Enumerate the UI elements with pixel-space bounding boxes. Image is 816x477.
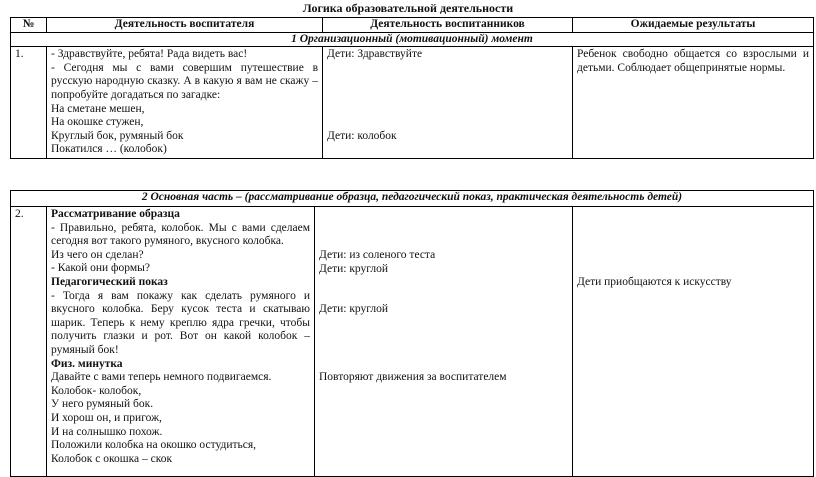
- riddle-line: На сметане мешен,: [51, 102, 145, 115]
- section-2-row: [11, 191, 814, 207]
- table-row: [11, 47, 814, 159]
- pupils-answer: Дети: круглой: [319, 303, 389, 316]
- teacher-line: - Здравствуйте, ребята! Рада видеть вас!: [51, 48, 248, 61]
- pupils-answer: Повторяют движения за воспитателем: [319, 370, 507, 383]
- phys-line: Давайте с вами теперь немного подвигаемся.: [51, 371, 272, 384]
- section-2-title: 2 Основная часть – (рассматривание образца, педагогический показ, практическая деятельность детей): [11, 191, 814, 207]
- teacher-activity-cell: [47, 207, 315, 477]
- activity-table-1: [10, 17, 814, 159]
- phys-heading: Физ. минутка: [51, 357, 123, 370]
- section-1-row: [11, 32, 814, 47]
- phys-line: Колобок- колобок,: [51, 384, 142, 397]
- table-header-row: [11, 18, 814, 33]
- sample-text: - Правильно, ребята, колобок. Мы с вами сделаем сегодня вот такого румяного, вкусного колобка.: [51, 221, 310, 248]
- show-text: - Тогда я вам покажу как сделать румяного и вкусного колобка. Беру кусок теста и скатываю шарик. Теперь к нему креплю ядра гречки, чтобы получить глазки и рот. Вот он какой колобок – румяный бок!: [51, 289, 310, 356]
- phys-line: Положили колобка на окошко остудиться,: [51, 439, 257, 452]
- header-number: №: [11, 18, 47, 33]
- activity-table-2: [10, 190, 814, 477]
- pupils-answer: Дети: Здравствуйте: [327, 48, 423, 61]
- phys-line: У него румяный бок.: [51, 398, 154, 411]
- expected-results-cell: Ребенок свободно общается со взрослыми и детьми. Соблюдает общепринятые нормы.: [573, 47, 814, 159]
- pupils-answer: Дети: колобок: [327, 129, 397, 142]
- pupils-answer: Дети: из соленого теста: [319, 249, 436, 261]
- sample-heading: Рассматривание образца: [51, 208, 180, 220]
- header-pupils: Деятельность воспитанников: [323, 18, 573, 33]
- question-line: Из чего он сделан?: [51, 248, 144, 261]
- row-number: 1.: [11, 47, 47, 159]
- pupils-answer: Дети: круглой: [319, 262, 389, 275]
- phys-line: И на солнышко похож.: [51, 425, 163, 438]
- pupils-activity-cell: [315, 207, 573, 477]
- expected-results-cell: [573, 207, 814, 477]
- phys-line: Колобок с окошка – скок: [51, 452, 173, 465]
- pupils-activity-cell: [323, 47, 573, 159]
- riddle-line: Покатился … (колобок): [51, 143, 167, 156]
- page-title: Логика образовательной деятельности: [302, 1, 514, 15]
- riddle-line: На окошке стужен,: [51, 116, 144, 129]
- header-teacher: Деятельность воспитателя: [47, 18, 323, 33]
- header-results: Ожидаемые результаты: [573, 18, 814, 33]
- expected-result: Дети приобщаются к искусству: [577, 276, 732, 288]
- teacher-activity-cell: [47, 47, 323, 159]
- riddle-line: Круглый бок, румяный бок: [51, 129, 184, 142]
- show-heading: Педагогический показ: [51, 275, 168, 288]
- section-1-title: 1 Организационный (мотивационный) момент: [11, 32, 814, 47]
- table-row: [11, 207, 814, 477]
- phys-line: И хорош он, и пригож,: [51, 411, 162, 424]
- question-line: - Какой они формы?: [51, 262, 150, 275]
- row-number: 2.: [11, 207, 47, 477]
- teacher-line: - Сегодня мы с вами совершим путешествие в русскую народную сказку. А в какую я вам не скажу – попробуйте догадаться по загадке:: [51, 61, 318, 101]
